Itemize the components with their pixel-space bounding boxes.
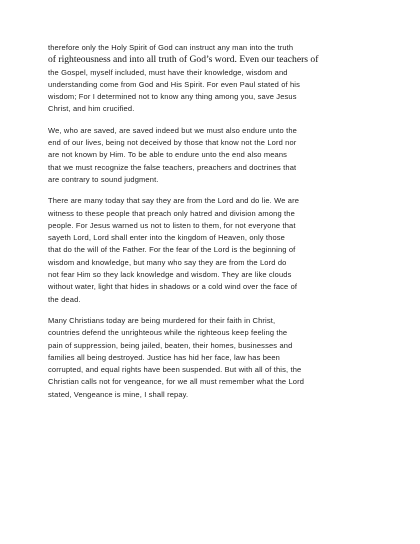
text-line: of righteousness and into all truth of God’s word. Even our teachers of (48, 54, 319, 66)
text-line: corrupted, and equal rights have been suspended. But with all of this, the (48, 365, 302, 375)
body-text (48, 42, 388, 410)
text-line: are contrary to sound judgment. (48, 174, 159, 184)
text-line: wisdom and knowledge, but many who say they are from the Lord do (48, 257, 287, 267)
text-line: understanding come from God and His Spirit. For even Paul stated of his (48, 79, 301, 89)
text-line: not fear Him so they lack knowledge and wisdom. They are like clouds (48, 270, 292, 280)
text-line: stated, Vengeance is mine, I shall repay. (48, 389, 189, 399)
text-line: countries defend the unrighteous while the righteous keep feeling the (48, 328, 288, 338)
paragraph (48, 125, 388, 186)
text-line: without water, light that hides in shadows or a cold wind over the face of (48, 282, 298, 292)
text-line: end of our lives, being not deceived by those that know not the Lord nor (48, 138, 297, 148)
text-line: that we must recognize the false teachers, preachers and doctrines that (48, 162, 297, 172)
paragraph (48, 315, 388, 401)
text-line: sayeth Lord, Lord shall enter into the kingdom of Heaven, only those (48, 233, 286, 243)
text-line: Many Christians today are being murdered for their faith in Christ, (48, 315, 276, 325)
text-line: that do the will of the Father. For the fear of the Lord is the beginning of (48, 245, 296, 255)
text-line: pain of suppression, being jailed, beaten, their homes, businesses and (48, 340, 293, 350)
paragraph (48, 42, 388, 116)
text-line: There are many today that say they are from the Lord and do lie. We are (48, 196, 300, 206)
text-line: are not known by Him. To be able to endure unto the end also means (48, 150, 288, 160)
text-line: families all being destroyed. Justice has hid her face, law has been (48, 352, 280, 362)
text-line: wisdom; For I determined not to know any thing among you, save Jesus (48, 92, 297, 102)
text-line: the dead. (48, 294, 81, 304)
paragraph (48, 195, 388, 306)
text-line: people. For Jesus warned us not to listen to them, for not everyone that (48, 220, 296, 230)
text-line: Christian calls not for vengeance, for we all must remember what the Lord (48, 377, 305, 387)
text-line: Christ, and him crucified. (48, 104, 135, 114)
text-line: We, who are saved, are saved indeed but we must also endure unto the (48, 125, 297, 135)
text-line: the Gospel, myself included, must have their knowledge, wisdom and (48, 67, 288, 77)
text-line: therefore only the Holy Spirit of God can instruct any man into the truth (48, 43, 294, 52)
text-line: witness to these people that preach only hatred and division among the (48, 208, 295, 218)
